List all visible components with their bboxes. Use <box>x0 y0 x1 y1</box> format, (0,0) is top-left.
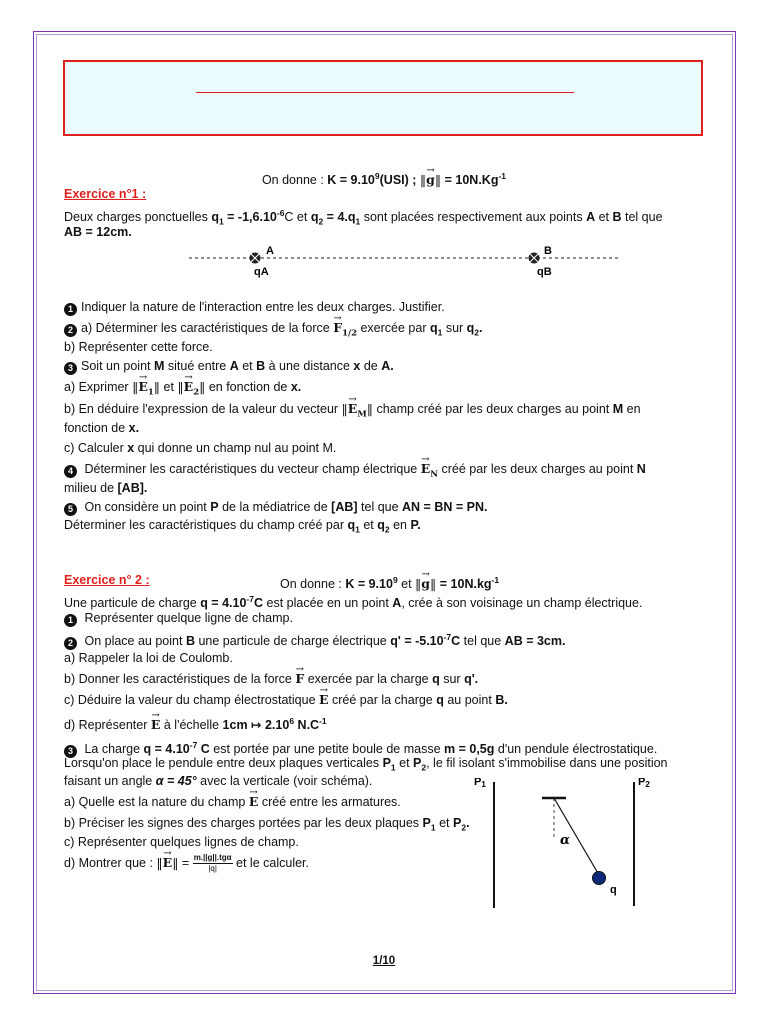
charge-A-symbol <box>250 253 261 264</box>
t: , crée à son voisinage un champ électrique. <box>401 596 643 611</box>
t: N <box>636 462 646 476</box>
t: et <box>395 756 414 770</box>
t: AB = 3cm <box>504 634 562 649</box>
t: tel que <box>460 634 505 649</box>
t: sur <box>439 672 465 686</box>
g-exp: -1 <box>498 171 507 181</box>
t: M <box>153 359 165 373</box>
t: 2 <box>474 327 480 338</box>
t: 1 <box>355 524 360 535</box>
t: et <box>160 380 178 394</box>
formula-fraction <box>193 853 233 874</box>
t: 2 <box>461 822 467 833</box>
k-unit: (USI) ; <box>379 173 420 188</box>
t: et <box>595 210 613 225</box>
ex1-q5 <box>64 498 487 516</box>
t: Une particule de charge <box>64 596 201 611</box>
E-vector: → E <box>319 692 329 707</box>
ex2-q2d <box>64 712 327 734</box>
ex1-q3 <box>64 357 394 375</box>
t: C <box>451 634 461 649</box>
t: P <box>413 756 422 770</box>
t: m = 0,5g <box>444 742 495 757</box>
E-vector-scale: → E <box>151 717 161 732</box>
force-vector-2: → F <box>295 671 304 686</box>
t: d) Montrer que : <box>64 855 157 870</box>
t: C et <box>284 210 311 225</box>
t: q <box>432 672 440 686</box>
header-title-line <box>196 92 574 93</box>
label-P1 <box>474 778 486 789</box>
ex1-title <box>64 185 146 203</box>
label-qB: qB <box>537 266 552 278</box>
k-exp: 9 <box>374 171 380 181</box>
t: exercée par la charge <box>304 672 433 686</box>
t: M <box>357 409 367 420</box>
ex1-q3b-cont <box>64 419 139 437</box>
fraction-numerator: m.||g||.tgα <box>193 853 232 862</box>
charge-B-symbol <box>529 253 540 264</box>
t: = 4.q <box>323 210 356 225</box>
t: et <box>238 359 257 373</box>
t: . <box>504 693 508 707</box>
t: α = 45° <box>155 774 197 788</box>
t: -6 <box>276 208 285 218</box>
bullet-1: 1 <box>64 614 77 627</box>
t: 9 <box>392 575 398 585</box>
t: Lorsqu'on place le pendule entre deux plaques verticales <box>64 756 383 770</box>
t: q <box>211 210 219 225</box>
given-constants <box>64 167 704 189</box>
t: de <box>360 359 382 373</box>
t: qui donne un champ nul au point M. <box>134 441 337 455</box>
label-q: q <box>610 884 617 896</box>
t: . <box>390 359 394 373</box>
t: B <box>612 210 622 225</box>
ex1-q4-cont <box>64 479 147 497</box>
g-norm-symbol: ‖→ g‖ <box>420 172 441 187</box>
ex2-q2a <box>64 649 233 667</box>
t: et le calculer. <box>232 855 309 870</box>
label-alpha: α <box>560 833 571 848</box>
t: 1/2 <box>342 328 357 339</box>
bullet-2: 2 <box>64 324 77 337</box>
ex2-title-text: Exercice n° 2 : <box>64 573 150 587</box>
t: A <box>392 596 402 611</box>
t: a) Exprimer <box>64 380 133 394</box>
t: P <box>210 500 219 514</box>
t: b) En déduire l'expression de la valeur du vecteur <box>64 402 342 416</box>
t: b) Donner les caractéristiques de la force <box>64 672 296 686</box>
label-P2 <box>638 778 650 789</box>
EM-vector: → E <box>348 401 358 416</box>
t: -1 <box>319 716 327 726</box>
t: au point <box>443 693 496 707</box>
t: A <box>229 359 239 373</box>
t: q' <box>464 672 475 686</box>
given-prefix: On donne : <box>261 173 328 188</box>
t: q = 4.10 <box>200 596 247 611</box>
t: C <box>197 742 210 757</box>
t: q <box>466 321 475 335</box>
bullet-3: 3 <box>64 745 77 758</box>
t: . <box>562 634 566 649</box>
g-value: = 10N.Kg <box>441 173 499 188</box>
ex1-intro-line2 <box>64 223 132 241</box>
t: M <box>612 402 624 416</box>
t: q <box>310 210 319 225</box>
t: -7 <box>189 740 198 750</box>
t: -1 <box>491 575 500 585</box>
t: a) Rappeler la loi de Coulomb. <box>64 651 233 665</box>
t: à l'échelle <box>160 718 223 733</box>
t: = -1,6.10 <box>223 210 277 225</box>
t: P <box>410 518 418 532</box>
t: . <box>479 321 483 335</box>
force-vector: → F <box>333 320 342 335</box>
t: à une distance <box>265 359 354 373</box>
t: -7 <box>443 632 452 642</box>
t: B <box>495 693 505 707</box>
page-number: 1/10 <box>372 955 396 967</box>
ex2-q2 <box>64 628 565 650</box>
t: b) Représenter cette force. <box>64 340 213 354</box>
t: q <box>347 518 356 532</box>
t: Déterminer les caractéristiques du champ créé par <box>64 518 348 532</box>
ex2-q2b <box>64 670 478 688</box>
t: x <box>290 380 298 394</box>
t: N.C <box>294 718 320 733</box>
t: situé entre <box>164 359 230 373</box>
label-A: A <box>266 245 274 257</box>
t: Soit un point <box>81 359 154 373</box>
bullet-2: 2 <box>64 637 77 650</box>
t: q = 4.10 <box>143 742 190 757</box>
t: Deux charges ponctuelles <box>64 210 212 225</box>
t: en fonction de <box>205 380 291 394</box>
t: b) Préciser les signes des charges portées par les deux plaques <box>64 816 423 830</box>
t: 2 <box>384 524 390 535</box>
t: 1cm ↦ 2.10 <box>222 718 290 733</box>
bullet-4: 4 <box>64 465 77 478</box>
ex1-intro-line1 <box>64 204 663 231</box>
ex2-title <box>64 571 150 589</box>
bullet-3: 3 <box>64 362 77 375</box>
t: A <box>381 359 391 373</box>
t: . <box>417 518 421 532</box>
t: Représenter quelque ligne de champ. <box>81 611 293 625</box>
t: 2 <box>193 387 200 398</box>
t: On place au point <box>81 634 186 649</box>
ex1-q3c <box>64 439 336 457</box>
t: d'un pendule électrostatique. <box>494 742 658 757</box>
t: = <box>178 855 193 870</box>
g-vector: → g <box>426 172 435 187</box>
t: tel que <box>621 210 663 225</box>
t: -7 <box>246 594 254 604</box>
t: , le fil isolant s'immobilise dans une position <box>426 756 668 770</box>
t: K = 9.10 <box>345 577 393 592</box>
t: en <box>389 518 411 532</box>
t: On considère un point <box>81 500 211 514</box>
t: créé entre les armatures. <box>258 795 401 809</box>
t: d) Représenter <box>64 718 151 733</box>
t: P <box>382 756 391 770</box>
k-value: K = 9.10 <box>327 173 375 188</box>
t: est placée en un point <box>263 596 393 611</box>
pendulum-ball <box>593 872 606 885</box>
t: On donne : <box>280 577 346 592</box>
t: c) Calculer <box>64 441 128 455</box>
t: 2 <box>318 216 324 227</box>
t: créé par la charge <box>328 693 437 707</box>
t: P <box>474 778 482 788</box>
t: q <box>377 518 385 532</box>
t: AN = BN = PN. <box>402 500 488 514</box>
bullet-5: 5 <box>64 503 77 516</box>
t: exercée par <box>357 321 430 335</box>
charges-diagram <box>64 245 704 285</box>
ex1-q2b <box>64 338 213 356</box>
t: c) Déduire la valeur du champ électrostatique <box>64 693 319 707</box>
label-B: B <box>544 245 552 257</box>
t: q' = -5.10 <box>390 634 444 649</box>
t: N <box>430 469 439 480</box>
ex2-given: On donne : $K = 9.10^9$ et ‖→ g‖ = $10N.kg^{-1}$ <box>280 571 499 593</box>
pendulum-figure <box>474 778 674 908</box>
ex1-q1 <box>64 298 445 316</box>
t: 1 <box>430 822 436 833</box>
E2-vector: → E <box>184 379 194 394</box>
t: La charge <box>81 742 144 757</box>
t: sur <box>442 321 467 335</box>
ex1-q5-cont <box>64 516 421 539</box>
ex1-title-text: Exercice n°1 : <box>64 187 147 201</box>
t: . <box>135 421 140 435</box>
E1-vector: → E <box>138 379 148 394</box>
ex2-q3a <box>64 793 401 811</box>
ex1-q4 <box>64 460 646 484</box>
t: x <box>127 441 135 455</box>
t: a) Quelle est la nature du champ <box>64 795 249 809</box>
t: [AB]. <box>117 481 148 495</box>
t: 6 <box>289 716 295 726</box>
t: sont placées respectivement aux points <box>360 210 587 225</box>
t: AB = 12cm. <box>64 225 132 239</box>
t: 1 <box>355 216 361 227</box>
t: P <box>422 816 431 830</box>
t: et <box>435 816 453 830</box>
t: fonction de <box>64 421 129 435</box>
t: [AB] <box>331 500 358 514</box>
t: = 10N.kg <box>436 577 492 592</box>
t: de la médiatrice de <box>218 500 332 514</box>
t: Déterminer les caractéristiques du vecteur champ électrique <box>81 462 421 476</box>
t: milieu de <box>64 481 118 495</box>
ex2-q3d: d) Montrer que : ‖→ E‖ = $\frac{\text{m.||g||.tgα}}{|q|}$ et le calculer. <box>64 853 309 874</box>
E-vector-formula: → E <box>163 855 173 870</box>
t: . <box>297 380 302 394</box>
bullet-1: 1 <box>64 303 77 316</box>
t: avec la verticale (voir schéma). <box>196 774 373 788</box>
ex2-q2c <box>64 691 508 709</box>
t: P <box>638 778 646 788</box>
fraction-denominator: |q| <box>208 864 217 873</box>
t: 2 <box>421 762 427 773</box>
t: faisant un angle <box>64 774 156 788</box>
t: . <box>474 672 479 686</box>
t: 1 <box>481 780 486 789</box>
header-box <box>63 60 703 136</box>
t: . <box>466 816 470 830</box>
t: 2 <box>645 780 650 789</box>
t: A <box>586 210 596 225</box>
t: une particule de charge électrique <box>194 634 391 649</box>
t: c) Représenter quelques lignes de champ. <box>64 835 299 849</box>
g-vector-2: → g <box>421 576 430 591</box>
ex2-q3-line3 <box>64 772 372 790</box>
t: 1 <box>437 327 443 338</box>
ex2-q3c <box>64 833 299 851</box>
t: et <box>397 577 416 592</box>
t: B <box>256 359 266 373</box>
ex1-q3a: a) Exprimer ‖→ $E_1‖$ et ‖→ $E_2‖$ en fonction de x. <box>64 378 301 402</box>
label-qA: qA <box>254 266 269 278</box>
t: 1 <box>147 387 154 398</box>
EN-vector: → E <box>421 461 431 476</box>
t: q <box>429 321 438 335</box>
t: q <box>436 693 444 707</box>
t: x <box>353 359 361 373</box>
t: en <box>623 402 641 416</box>
E-vector-plates: → E <box>249 794 259 809</box>
t: créé par les deux charges au point <box>438 462 637 476</box>
t: B <box>185 634 195 649</box>
t: 1 <box>390 762 396 773</box>
t: a) Déterminer les caractéristiques de la force <box>81 321 334 335</box>
ex1-q3b: b) En déduire l'expression de la valeur du vecteur ‖→ $E_M‖$ champ créé par les deux charges au point M en <box>64 400 641 424</box>
t: C <box>253 596 264 611</box>
t: champ créé par les deux charges au point <box>373 402 613 416</box>
t: 1 <box>218 216 224 227</box>
t: tel que <box>357 500 403 514</box>
t: est portée par une petite boule de masse <box>209 742 445 757</box>
t: P <box>452 816 462 830</box>
t: Indiquer la nature de l'interaction entre les deux charges. Justifier. <box>81 300 445 314</box>
ex2-q1 <box>64 609 293 627</box>
t: et <box>359 518 378 532</box>
t: x <box>128 421 136 435</box>
